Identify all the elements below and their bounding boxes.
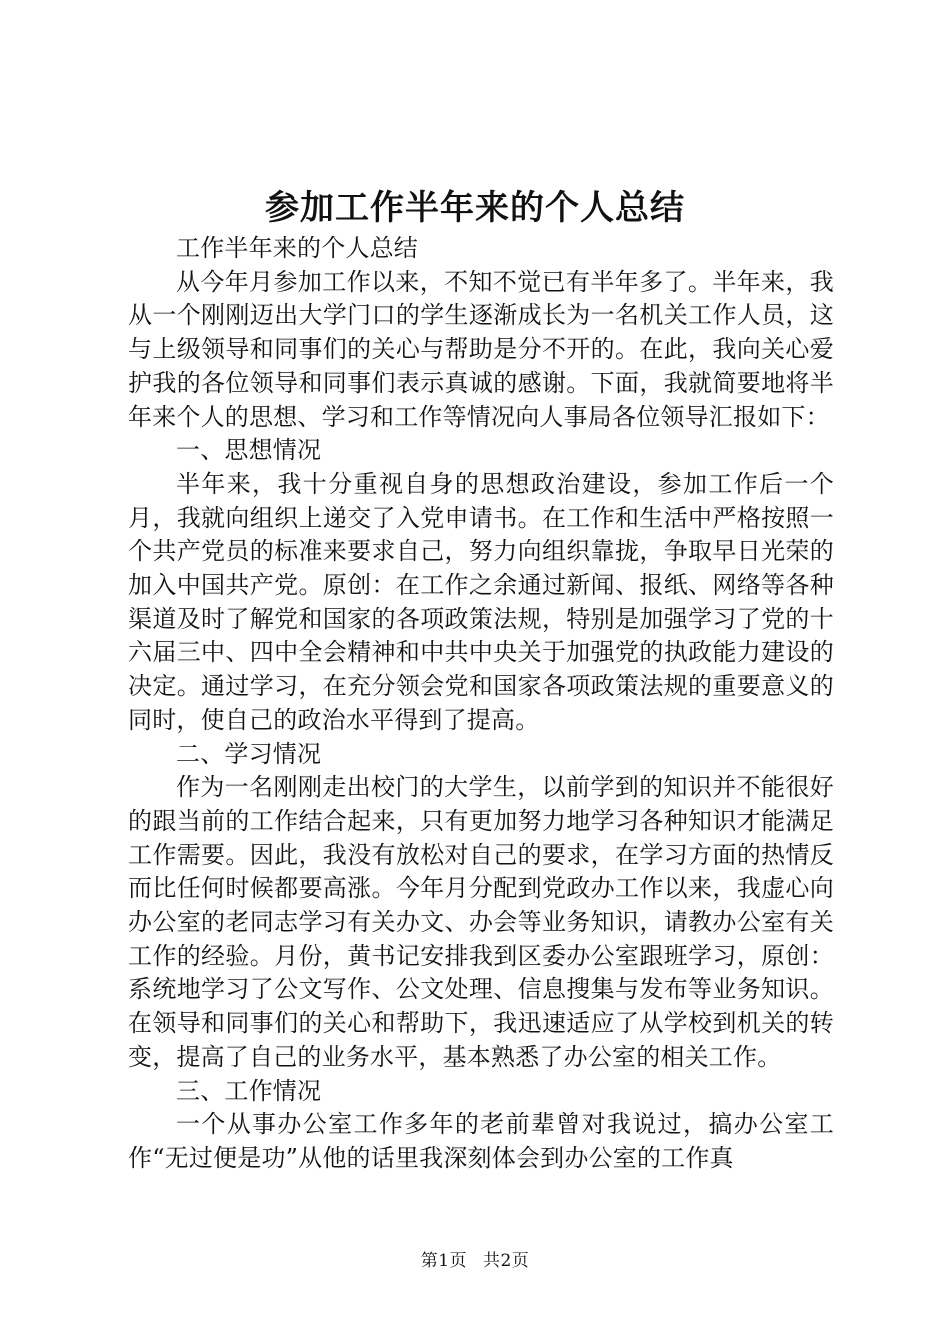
page-number: 第1页 — [420, 1251, 468, 1271]
thought-paragraph: 半年来，我十分重视自身的思想政治建设，参加工作后一个月，我就向组织上递交了入党申请书。在工作和生活中严格按照一个共产党员的标准来要求自己，努力向组织靠拢，争取早日光荣的加入中国共产党。原创：在工作之余通过新闻、报纸、网络等各种渠道及时了解党和国家的各项政策法规，特别是加强学习了党的十六届三中、四中全会精神和中共中央关于加强党的执政能力建设的决定。通过学习，在充分领会党和国家各项政策法规的重要意义的同时，使自己的政治水平得到了提高。 — [128, 469, 834, 734]
document-title: 参加工作半年来的个人总结 — [265, 188, 685, 228]
page-footer — [0, 1246, 950, 1271]
section-heading-work: 三、工作情况 — [176, 1076, 322, 1105]
work-paragraph: 一个从事办公室工作多年的老前辈曾对我说过，搞办公室工作“无过便是功”从他的话里我深刻体会到办公室的工作真 — [128, 1110, 834, 1172]
subtitle-paragraph: 工作半年来的个人总结 — [176, 234, 418, 262]
study-paragraph: 作为一名刚刚走出校门的大学生，以前学到的知识并不能很好的跟当前的工作结合起来，只有更加努力地学习各种知识才能满足工作需要。因此，我没有放松对自己的要求，在学习方面的热情反而比任何时候都要高涨。今年月分配到党政办工作以来，我虚心向办公室的老同志学习有关办文、办会等业务知识，请教办公室有关工作的经验。月份，黄书记安排我到区委办公室跟班学习，原创：系统地学习了公文写作、公文处理、信息搜集与发布等业务知识。在领导和同事们的关心和帮助下，我迅速适应了从学校到机关的转变，提高了自己的业务水平，基本熟悉了办公室的相关工作。 — [128, 773, 834, 1071]
section-heading-thought: 一、思想情况 — [176, 436, 322, 465]
section-heading-study: 二、学习情况 — [176, 739, 322, 768]
intro-paragraph: 从今年月参加工作以来，不知不觉已有半年多了。半年来，我从一个刚刚迈出大学门口的学生逐渐成长为一名机关工作人员，这与上级领导和同事们的关心与帮助是分不开的。在此，我向关心爱护我的各位领导和同事们表示真诚的感谢。下面，我就简要地将半年来个人的思想、学习和工作等情况向人事局各位领导汇报如下： — [128, 267, 834, 431]
page-total: 共2页 — [482, 1251, 530, 1271]
document-body — [128, 232, 834, 1176]
